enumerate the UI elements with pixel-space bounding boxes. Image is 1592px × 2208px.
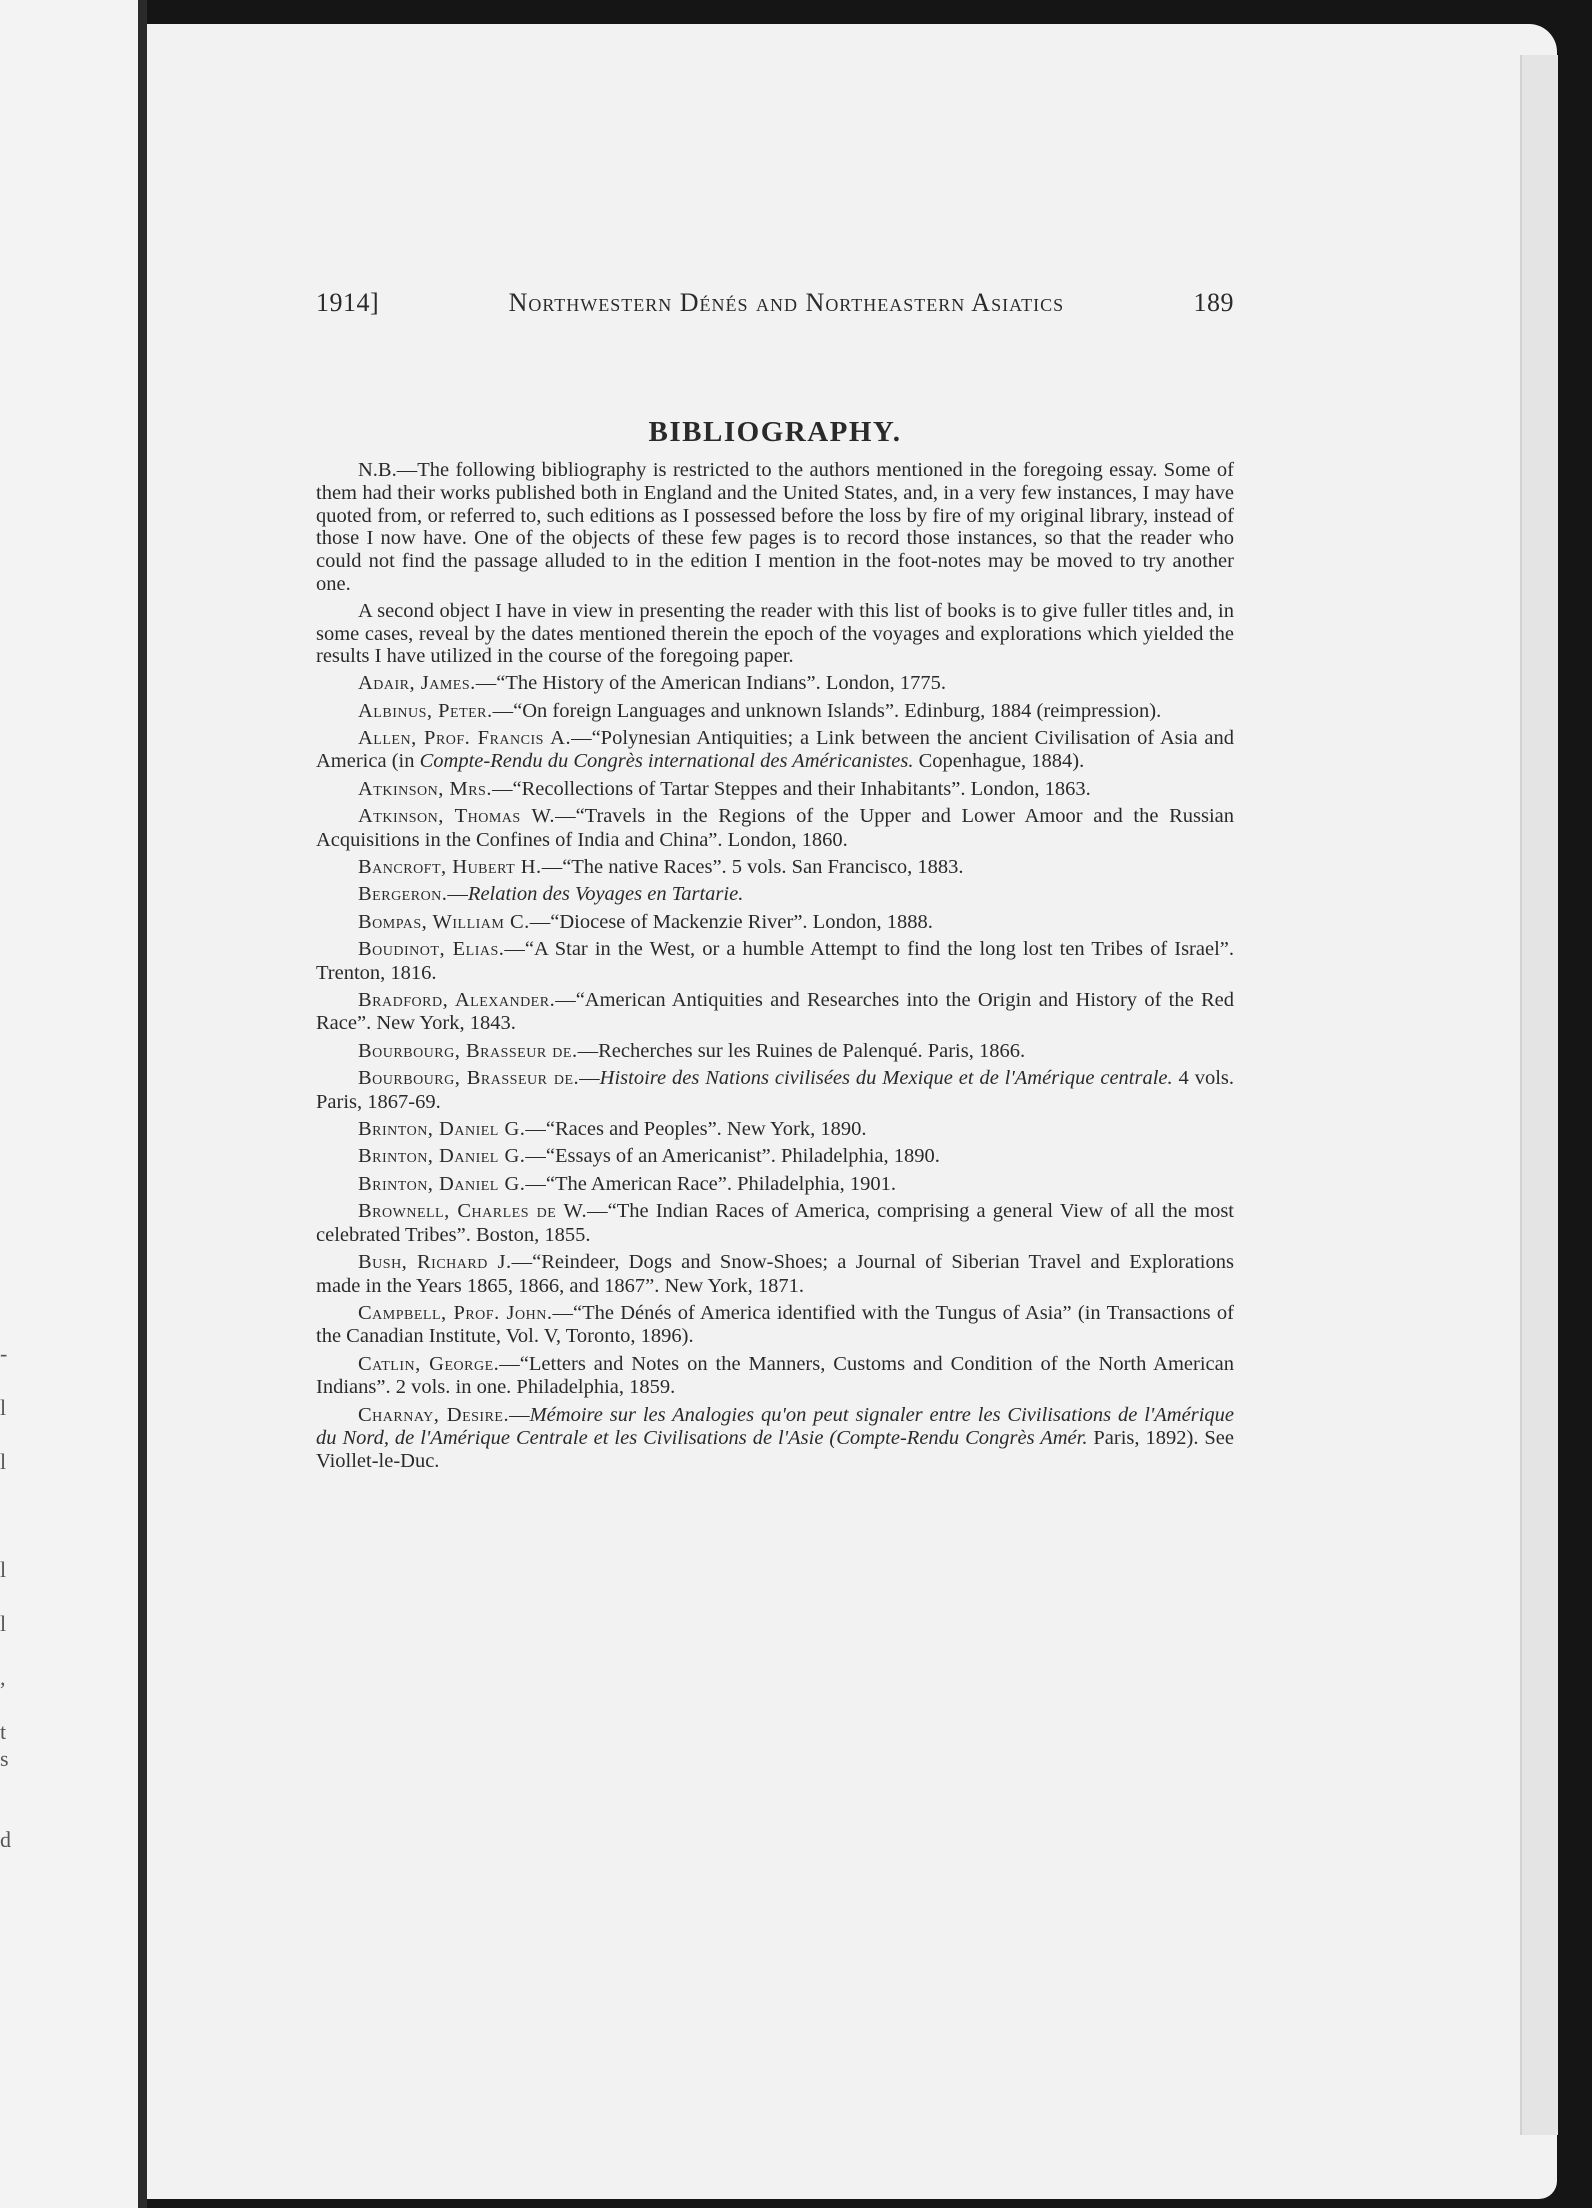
bibliography-entry (316, 856, 1234, 879)
entry-text: “The History of the American Indians”. London, 1775. (496, 672, 947, 695)
facing-page-fragment (0, 1367, 20, 1394)
bibliography-entry (316, 989, 1234, 1036)
bibliography-entry (316, 1302, 1234, 1349)
entry-text: “On foreign Languages and unknown Islands”. Edinburg, 1884 (reimpression). (513, 699, 1162, 722)
entry-author: Bancroft, Hubert H. (358, 856, 542, 879)
entry-italic-title: Compte-Rendu du Congrès international des Américanistes. (419, 750, 914, 773)
entry-author: Brownell, Charles de W. (358, 1200, 588, 1223)
entry-author: Bergeron. (358, 883, 448, 906)
entry-text: “The Dénés of America identified with the Tungus of Asia” (in Transactions of the Canadian Institute, Vol. V, Toronto, 1896). (316, 1301, 1234, 1348)
running-head-title: Northwestern Dénés and Northeastern Asiatics (508, 288, 1065, 317)
bibliography-entry (316, 938, 1234, 985)
facing-page-fragment (0, 1529, 20, 1556)
entry-text: “The Indian Races of America, comprising a general View of all the most celebrated Tribes”. Boston, 1855. (316, 1200, 1235, 1246)
bibliography-entry (316, 1200, 1234, 1247)
entry-author: Catlin, George. (358, 1352, 500, 1375)
facing-page-fragment (0, 1637, 20, 1664)
entry-text: Copenhague, 1884). (913, 750, 1085, 773)
entry-author: Bompas, William C. (358, 910, 530, 933)
entry-author: Bush, Richard J. (358, 1251, 512, 1274)
entry-text: “A Star in the West, or a humble Attempt to find the long lost ten Tribes of Israel”. Trenton, 1816. (316, 938, 1234, 984)
entry-text-lead: — (529, 910, 551, 933)
entry-text-lead: — (511, 1251, 533, 1274)
facing-page-fragment (0, 1475, 20, 1502)
entry-text: Paris, 1892). See Viollet-le-Duc. (316, 1426, 1234, 1473)
entry-text-lead: — (492, 699, 514, 722)
entry-text-lead: — (509, 1403, 530, 1426)
entry-author: Campbell, Prof. John. (358, 1301, 553, 1324)
bibliography-entry (316, 1118, 1234, 1141)
facing-page-fragment (0, 1691, 20, 1718)
facing-page-fragment (0, 1502, 20, 1529)
facing-page-fragment: d (0, 1827, 11, 1852)
entry-author: Charnay, Desire. (358, 1403, 510, 1426)
facing-page-fragment: t (0, 1719, 7, 1744)
bibliography-entry (316, 1067, 1234, 1114)
entry-author: Brinton, Daniel G. (358, 1172, 526, 1195)
entry-text: “Diocese of Mackenzie River”. London, 1888. (550, 910, 933, 933)
page-edge-shadow (1520, 55, 1558, 2135)
entry-text-lead: — (525, 1145, 546, 1168)
entry-text: “Travels in the Regions of the Upper and Lower Amoor and the Russian Acquisitions in the Confines of India and China”. London, 1860. (316, 805, 1235, 851)
facing-page-text-fragments (0, 1340, 20, 1853)
bibliography-entry (316, 1040, 1234, 1063)
entry-text: “The native Races”. 5 vols. San Francisco, 1883. (562, 856, 964, 879)
entry-text: “Reindeer, Dogs and Snow-Shoes; a Journal of Siberian Travel and Explorations made in the Years 1865, 1866, and 1867”. New York, 1871. (316, 1251, 1234, 1297)
intro-paragraph: A second object I have in view in presenting the reader with this list of books is to give fuller titles and, in some cases, reveal by the dates mentioned therein the epoch of the voyages and explorations which yielded the results I have utilized in the course of the foregoing paper. (316, 599, 1234, 668)
facing-page-fragment: l (0, 1611, 7, 1636)
entry-author: Adair, James. (358, 672, 476, 695)
entry-text: “Recollections of Tartar Steppes and their Inhabitants”. London, 1863. (512, 777, 1091, 800)
entry-text-lead: — (587, 1200, 608, 1223)
entry-text-lead: — (541, 856, 563, 879)
facing-page-fragment: , (0, 1665, 6, 1690)
entry-text: “The American Race”. Philadelphia, 1901. (545, 1172, 896, 1195)
entry-text: “American Antiquities and Researches into the Origin and History of the Red Race”. New York, 1843. (316, 989, 1234, 1035)
entry-text-lead: — (491, 777, 513, 800)
entry-text-lead: — (552, 1301, 573, 1324)
facing-page-fragment: s (0, 1746, 9, 1771)
bibliography-entry (316, 700, 1234, 723)
facing-page-fragment: - (0, 1341, 8, 1366)
facing-page-fragment: l (0, 1395, 7, 1420)
entry-italic-title: Relation des Voyages en Tartarie. (467, 883, 744, 906)
entry-text: “Letters and Notes on the Manners, Customs and Condition of the North American Indians”. 2 vols. in one. Philadelphia, 1859. (316, 1352, 1235, 1399)
entry-author: Bradford, Alexander. (358, 989, 556, 1012)
bibliography-entry (316, 911, 1234, 934)
intro-paragraph: N.B.—The following bibliography is restricted to the authors mentioned in the foregoing essay. Some of them had their works published both in England and the United States, and, in a very few instances, I may have quoted from, or referred to, such editions as I possessed before the loss by fire of my original library, instead of those I now have. One of the objects of these few pages is to record those instances, so that the reader who could not find the passage alluded to in the edition I mention in the foot-notes may be moved to try another one. (316, 459, 1234, 595)
entry-text-lead: — (555, 805, 576, 828)
entry-author: Albinus, Peter. (358, 699, 493, 722)
bibliography-list (316, 672, 1234, 1474)
facing-page-edge (0, 0, 138, 2208)
entry-text-lead: — (447, 883, 468, 906)
facing-page-fragment (0, 1421, 20, 1448)
entry-text: “Essays of an Americanist”. Philadelphia, 1890. (545, 1145, 940, 1168)
page-content (316, 288, 1234, 1478)
entry-text-lead: — (499, 1352, 520, 1375)
entry-author: Atkinson, Thomas W. (358, 805, 556, 828)
bibliography-entry (316, 883, 1234, 906)
entry-text-lead: — (504, 938, 525, 961)
bibliography-entry (316, 1173, 1234, 1196)
bibliography-heading: BIBLIOGRAPHY. (648, 416, 902, 448)
entry-author: Atkinson, Mrs. (358, 777, 492, 800)
facing-page-fragment (0, 1772, 20, 1799)
entry-text-lead: — (555, 989, 576, 1012)
entry-text: Recherches sur les Ruines de Palenqué. Paris, 1866. (598, 1039, 1026, 1062)
bibliography-entry (316, 672, 1234, 695)
entry-text-lead: — (525, 1172, 546, 1195)
entry-text-lead: —“Polynesian Antiquities; a Link between the ancient Civilisation of Asia and America (in (316, 726, 1235, 773)
bibliography-entry (316, 727, 1234, 774)
entry-author: Bourbourg, Brasseur de. (358, 1039, 578, 1062)
entry-italic-title: Mémoire sur les Analogies qu'on peut signaler entre les Civilisations de l'Amérique du Nord, de l'Amérique Centrale et les Civilisations de l'Asie (Compte-Rendu Congrès Amér. (316, 1403, 1234, 1449)
bibliography-entry (316, 1251, 1234, 1298)
facing-page-fragment (0, 1799, 20, 1826)
running-head-year: 1914] (316, 288, 380, 317)
running-head (316, 288, 1234, 318)
entry-author: Brinton, Daniel G. (358, 1118, 526, 1141)
facing-page-fragment: l (0, 1449, 7, 1474)
entry-italic-title: Histoire des Nations civilisées du Mexique et de l'Amérique centrale. (599, 1067, 1173, 1090)
bibliography-entry (316, 1404, 1234, 1474)
entry-author: Allen, Prof. Francis A. (358, 726, 572, 749)
bibliography-entry (316, 805, 1234, 852)
entry-text-lead: — (525, 1118, 546, 1141)
bibliography-entry (316, 1353, 1234, 1400)
entry-text-lead: — (577, 1039, 599, 1062)
book-gutter (138, 0, 147, 2208)
entry-author: Bourbourg, Brasseur de. (358, 1067, 580, 1090)
entry-author: Boudinot, Elias. (358, 938, 505, 961)
entry-author: Brinton, Daniel G. (358, 1145, 526, 1168)
entry-text-lead: — (579, 1067, 600, 1090)
page-number: 189 (1193, 288, 1234, 317)
facing-page-fragment (0, 1583, 20, 1610)
bibliography-entry (316, 1145, 1234, 1168)
bibliography-entry (316, 778, 1234, 801)
facing-page-fragment: l (0, 1557, 7, 1582)
entry-text: “Races and Peoples”. New York, 1890. (545, 1118, 867, 1141)
entry-text: 4 vols. Paris, 1867-69. (316, 1067, 1234, 1113)
entry-text-lead: — (475, 672, 497, 695)
